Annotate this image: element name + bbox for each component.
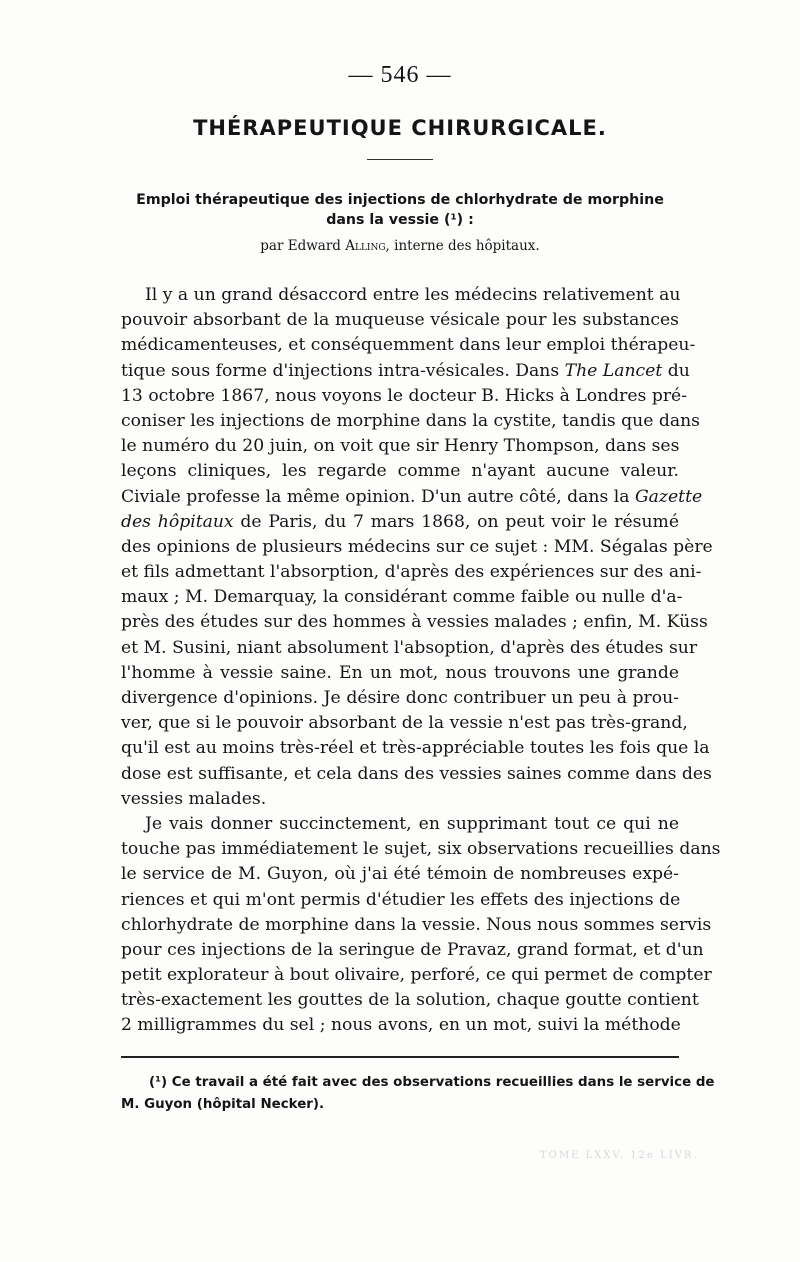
section-title: THÉRAPEUTIQUE CHIRURGICALE. [193,116,607,140]
body-line: très-exactement les gouttes de la solution, chaque goutte contient [121,990,699,1011]
body-line: 13 octobre 1867, nous voyons le docteur B. Hicks à Londres pré- [121,385,688,406]
body-line: riences et qui m'ont permis d'étudier les effets des injections de [121,889,681,910]
footnote-line: M. Guyon (hôpital Necker). [121,1097,325,1112]
body-line: maux ; M. Demarquay, la considérant comme faible ou nulle d'a- [121,587,683,608]
body-line-text: de Paris, du 7 mars 1868, on peut voir le résumé [240,511,680,532]
body-line: vessies malades. [121,788,267,809]
body-line: dose est suffisante, et cela dans des vessies saines comme dans des [121,763,712,784]
journal-title-gazette: Gazette [634,486,703,507]
body-line: l'homme à vessie saine. En un mot, nous trouvons une grande [121,662,679,683]
body-line: leçons cliniques, les regarde comme n'ayant aucune valeur. [121,461,679,482]
article-title-line-2: dans la vessie (¹) : [326,212,474,228]
body-line: près des études sur des hommes à vessies malades ; enfin, M. Küss [121,612,708,633]
journal-title-lancet: The Lancet [564,360,663,381]
author-name: Alling [345,238,386,254]
body-line: Je vais donner succinctement, en supprimant tout ce qui ne [145,813,679,834]
page-number: — 546 — [348,62,452,88]
article-title [120,190,680,230]
bleed-through-text: TOME LXXV. 12e LIVR. [540,1150,699,1161]
body-line: touche pas immédiatement le sujet, six observations recueillies dans [121,839,721,860]
body-line: petit explorateur à bout olivaire, perforé, ce qui permet de compter [121,965,712,986]
journal-title-hopitaux: des hôpitaux [121,511,234,532]
byline-suffix: , interne des hôpitaux. [385,238,540,254]
body-line: médicamenteuses, et conséquemment dans leur emploi thérapeu- [121,335,696,356]
body-line: des opinions de plusieurs médecins sur ce sujet : MM. Ségalas père [121,536,713,557]
footnote-rule [121,1056,679,1058]
body-line: chlorhydrate de morphine dans la vessie. Nous nous sommes servis [121,914,712,935]
body-line: divergence d'opinions. Je désire donc contribuer un peu à prou- [121,688,679,708]
article-title-line-1: Emploi thérapeutique des injections de chlorhydrate de morphine [136,192,664,208]
body-line: le numéro du 20 juin, on voit que sir Henry Thompson, dans ses [121,436,680,457]
body-text [121,283,721,1039]
body-line-text: du [667,360,690,381]
body-line-lancet [121,359,690,384]
body-line-text: tique sous forme d'injections intra-vésicales. Dans [121,360,560,381]
body-line: et M. Susini, niant absolument l'absoption, d'après des études sur [121,637,698,658]
body-line-text: Civiale professe la même opinion. D'un autre côté, dans la [121,486,630,507]
body-line: coniser les injections de morphine dans la cystite, tandis que dans [121,410,700,431]
body-line: et fils admettant l'absorption, d'après des expériences sur des ani- [121,562,702,583]
body-line: pouvoir absorbant de la muqueuse vésicale pour les substances [121,310,679,331]
body-line: Il y a un grand désaccord entre les médecins relativement au [145,285,681,305]
body-line: le service de M. Guyon, où j'ai été témoin de nombreuses expé- [121,864,679,885]
footnote [121,1072,715,1116]
body-line: pour ces injections de la seringue de Pravaz, grand format, et d'un [121,939,704,960]
body-line: qu'il est au moins très-réel et très-appréciable toutes les fois que la [121,738,710,759]
footnote-line: (¹) Ce travail a été fait avec des observations recueillies dans le service de [149,1075,715,1090]
body-line-hopitaux [121,510,679,535]
body-line: 2 milligrammes du sel ; nous avons, en un mot, suivi la méthode [121,1015,681,1036]
title-rule [367,159,433,160]
body-line-gazette [121,485,703,510]
body-line: ver, que si le pouvoir absorbant de la vessie n'est pas très-grand, [121,713,688,734]
byline [120,238,680,254]
byline-prefix: par Edward [260,238,341,254]
